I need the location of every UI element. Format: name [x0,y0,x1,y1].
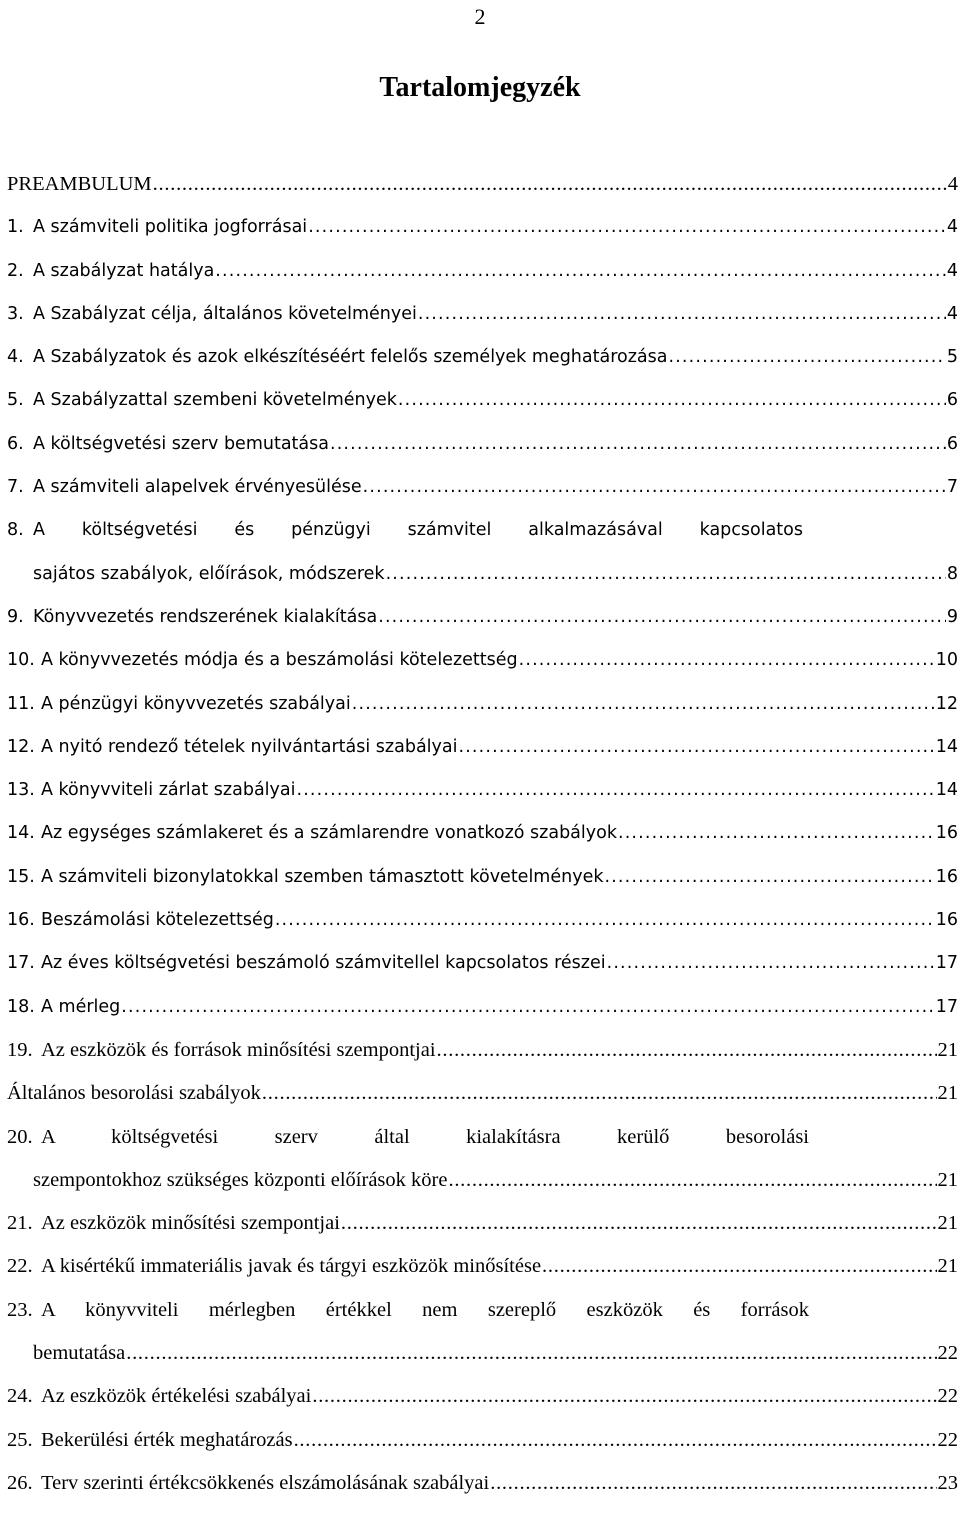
leader-dots [607,949,935,977]
toc-entry-number: 2. [7,260,24,281]
toc-entry-number: 15. [7,866,35,887]
leader-dots [275,906,935,934]
toc-entry-preambulum[interactable] [7,170,958,213]
leader-dots [542,1252,936,1280]
toc-entry-text: A könyvviteli zárlat szabályai [41,780,296,801]
toc-entry-page: 8 [946,563,958,584]
toc-entry[interactable] [7,603,958,646]
toc-entry-page: 17 [935,953,958,974]
leader-dots [448,1166,936,1194]
leader-dots [296,776,934,804]
leader-dots [312,1382,936,1410]
toc-entry-page: 22 [937,1428,958,1451]
toc-entry-number: 17. [7,953,35,974]
toc-entry-text: Könyvvezetés rendszerének kialakítása [33,606,378,627]
toc-entry-text: A költségvetési szerv bemutatása [33,433,329,454]
toc-entry-text: A számviteli politika jogforrásai [33,217,308,238]
toc-entry-text: Az eszközök és források minősítési szempontjai [41,1038,436,1061]
toc-entry-page: 21 [937,1168,958,1191]
toc-entry-page: 16 [935,866,958,887]
toc-entry-text: A kisértékű immateriális javak és tárgyi eszközök minősítése [41,1255,542,1278]
toc-entry-text: A számviteli bizonylatokkal szemben támasztott követelmények [41,866,604,887]
toc-entry-text: A könyvvezetés módja és a beszámolási kötelezettség [41,650,518,671]
toc-entry-page: 17 [935,996,958,1017]
toc-entry-page: 22 [937,1342,958,1365]
toc-entry-number: 11. [7,693,35,714]
toc-entry[interactable] [7,1469,958,1512]
toc-title: Tartalomjegyzék [379,72,581,103]
toc-entry-number: 25. [7,1428,33,1451]
leader-dots [437,1036,937,1064]
leader-dots [126,1339,936,1367]
toc-entry[interactable] [7,949,958,992]
leader-dots [363,473,946,501]
toc-entry-number: 12. [7,736,35,757]
toc-entry-number: 6. [7,433,24,454]
toc-entry-number: 4. [7,347,24,368]
toc-entry[interactable] [7,819,958,862]
toc-entry-number: 16. [7,910,35,931]
leader-dots [294,1426,937,1454]
toc-entry[interactable] [7,1426,958,1469]
leader-dots [262,1079,937,1107]
toc-entry-page: 4 [947,173,958,195]
leader-dots [604,863,934,891]
toc-entry-text-line1: A költségvetési szerv által kialakításra kerülő besorolási [41,1125,809,1148]
leader-dots [618,819,935,847]
page-number: 2 [474,4,486,29]
toc-entry-number: 22. [7,1255,33,1278]
toc-entry-number: 21. [7,1212,33,1235]
toc-entry-page: 23 [937,1471,958,1494]
toc-entry[interactable] [7,1036,958,1079]
toc-entry-page: 21 [937,1038,958,1061]
toc-entry-page: 14 [935,780,958,801]
toc-entry-number: 1. [7,217,24,238]
toc-entry[interactable] [7,343,958,386]
toc-entry-text: PREAMBULUM [7,173,152,195]
toc-entry-number: 20. [7,1125,33,1148]
toc-entry[interactable] [7,646,958,689]
toc-entry-number: 26. [7,1471,33,1494]
toc-entry[interactable] [7,733,958,776]
toc-entry-text: Általános besorolási szabályok [7,1082,261,1105]
toc-entry[interactable] [7,1296,958,1383]
toc-entry-number: 23. [7,1298,33,1321]
toc-entry-text-line1: A könyvviteli mérlegben értékkel nem szereplő eszközök és források [41,1298,809,1321]
toc-entry-page: 16 [935,823,958,844]
toc-entry-text: A számviteli alapelvek érvényesülése [33,477,362,498]
toc-entry[interactable] [7,863,958,906]
toc-entry-page: 16 [935,910,958,931]
toc-entry-number: 14. [7,823,35,844]
toc-entry-page: 12 [935,693,958,714]
toc-entry[interactable] [7,213,958,256]
leader-dots [490,1469,936,1497]
leader-dots [308,213,946,241]
toc-entry-text: A pénzügyi könyvvezetés szabályai [41,693,351,714]
toc-entry-page: 21 [937,1255,958,1278]
table-of-contents [7,170,958,1512]
toc-entry-text-line1: A költségvetési és pénzügyi számvitel alkalmazásával kapcsolatos [33,520,803,541]
toc-entry[interactable] [7,1252,958,1295]
toc-entry-text: Az éves költségvetési beszámoló számvitellel kapcsolatos részei [41,953,606,974]
toc-entry[interactable] [7,906,958,949]
toc-entry[interactable] [7,516,958,603]
leader-dots [330,430,946,458]
toc-entry-number: 10. [7,650,35,671]
toc-entry[interactable] [7,300,958,343]
toc-entry-text-line2: sajátos szabályok, előírások, módszerek [33,563,385,584]
toc-entry-number: 13. [7,780,35,801]
toc-entry[interactable] [7,430,958,473]
leader-dots [215,257,946,285]
leader-dots [121,993,934,1021]
leader-dots [378,603,946,631]
toc-entry-text: Bekerülési érték meghatározás [41,1428,293,1451]
toc-entry[interactable] [7,1382,958,1425]
toc-entry-text: Az eszközök értékelési szabályai [41,1385,312,1408]
toc-entry[interactable] [7,776,958,819]
leader-dots [341,1209,937,1237]
toc-entry-number: 18. [7,996,35,1017]
toc-entry[interactable] [7,1209,958,1252]
toc-entry-page: 21 [937,1082,958,1105]
toc-entry-page: 4 [946,303,958,324]
toc-entry[interactable] [7,993,958,1036]
toc-entry-page: 10 [935,650,958,671]
toc-entry-text: Az eszközök minősítési szempontjai [41,1212,340,1235]
toc-entry-page: 6 [946,433,958,454]
toc-entry-text: Az egységes számlakeret és a számlarendre vonatkozó szabályok [41,823,617,844]
toc-entry-page: 6 [946,390,958,411]
toc-entry[interactable] [7,690,958,733]
toc-entry-page: 7 [946,477,958,498]
toc-entry-number: 24. [7,1385,33,1408]
toc-entry-page: 21 [937,1212,958,1235]
toc-entry-text: A Szabályzatok és azok elkészítéséért felelős személyek meghatározása [33,347,668,368]
toc-entry-number: 3. [7,303,24,324]
toc-entry-page: 9 [946,606,958,627]
toc-entry-number: 7. [7,477,24,498]
toc-entry[interactable] [7,1123,958,1210]
leader-dots [398,386,946,414]
toc-entry-page: 14 [935,736,958,757]
toc-entry[interactable] [7,386,958,429]
toc-entry-text: A Szabályzattal szembeni követelmények [33,390,397,411]
leader-dots [386,560,946,588]
toc-entry-text: A Szabályzat célja, általános követelményei [33,303,417,324]
toc-entry-text-line2: szempontokhoz szükséges központi előírások köre [33,1168,448,1191]
leader-dots [153,170,947,198]
toc-entry-text: A mérleg [41,996,121,1017]
leader-dots [352,690,935,718]
toc-entry-text-line2: bemutatása [33,1342,126,1365]
toc-entry-number: 19. [7,1038,33,1061]
toc-entry-number: 9. [7,606,24,627]
toc-entry-number: 5. [7,390,24,411]
toc-entry-page: 5 [946,347,958,368]
toc-entry[interactable] [7,473,958,516]
leader-dots [519,646,935,674]
toc-entry-text: Beszámolási kötelezettség [41,910,274,931]
toc-entry[interactable] [7,1079,958,1122]
toc-entry-page: 4 [946,260,958,281]
toc-entry-text: A szabályzat hatálya [33,260,215,281]
toc-entry-page: 4 [946,217,958,238]
toc-entry-text: Terv szerinti értékcsökkenés elszámolásának szabályai [41,1471,490,1494]
leader-dots [668,343,945,371]
toc-entry-number: 8. [7,520,24,541]
toc-entry-text: A nyitó rendező tételek nyilvántartási szabályai [41,736,458,757]
toc-entry-page: 22 [937,1385,958,1408]
leader-dots [458,733,934,761]
toc-entry[interactable] [7,257,958,300]
leader-dots [418,300,946,328]
